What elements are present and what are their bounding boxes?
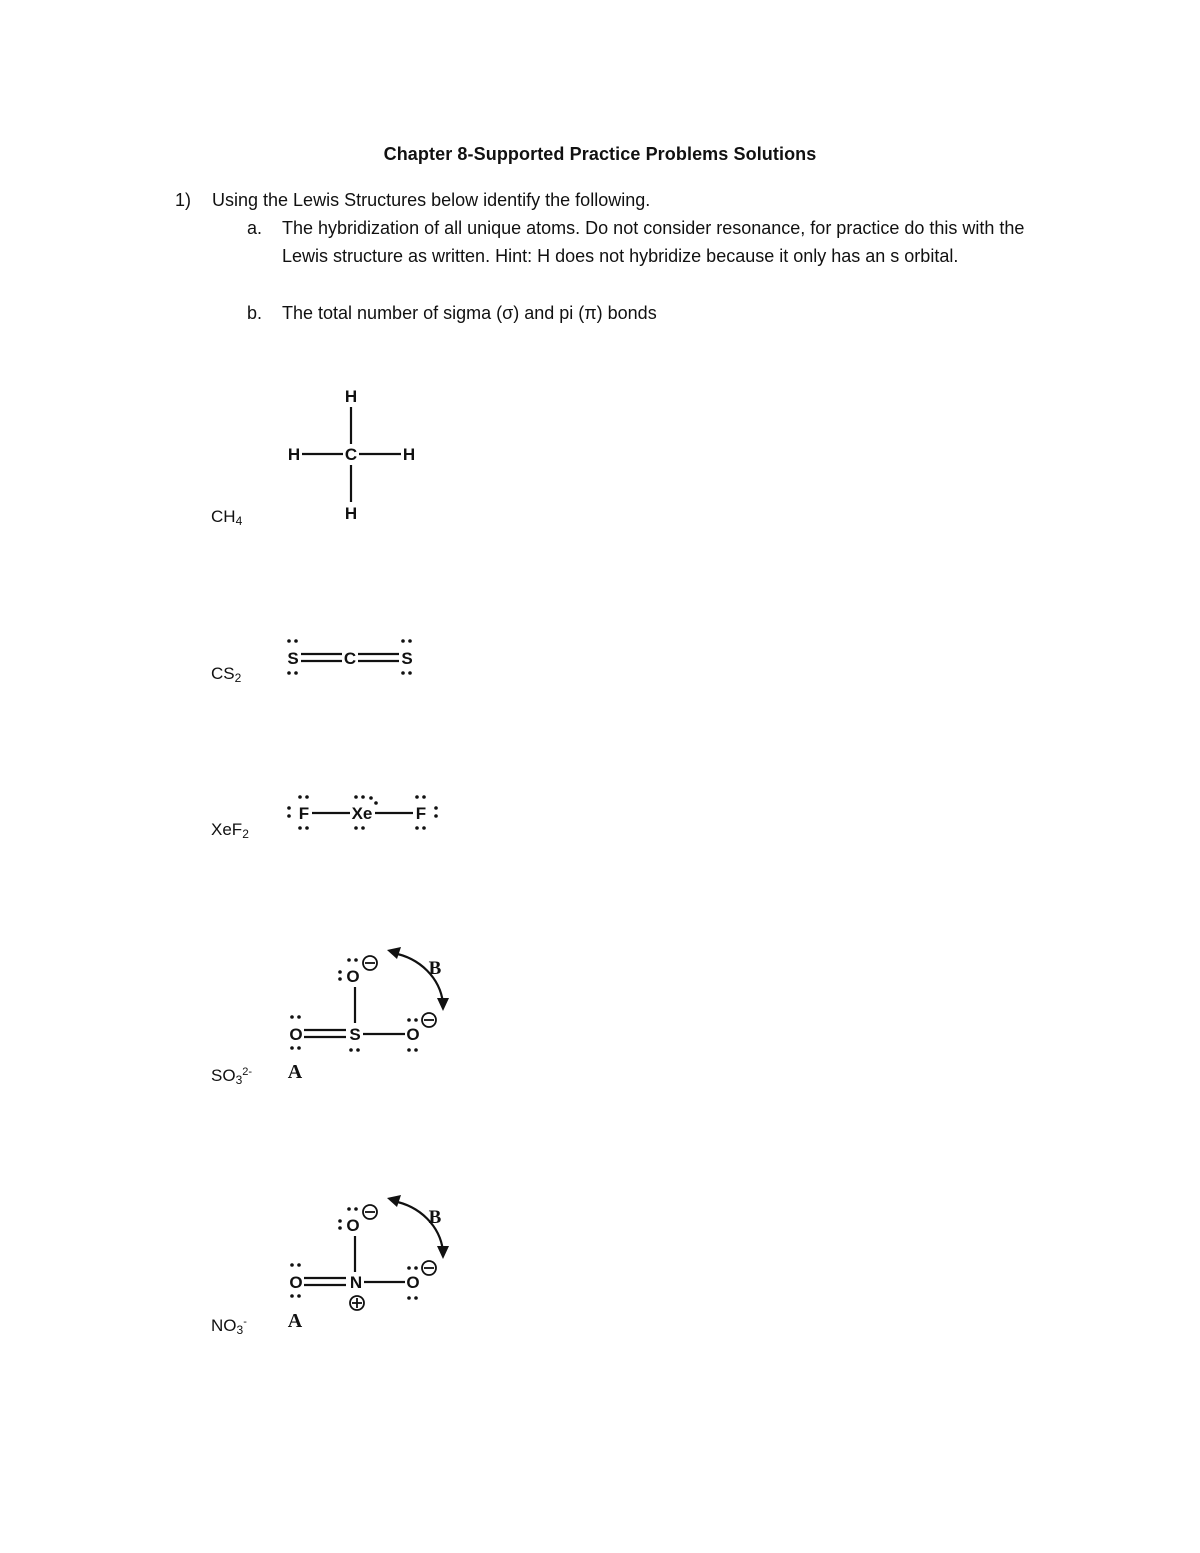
no3-structure [288, 1195, 449, 1332]
question-number: 1) [175, 190, 192, 210]
no3-arrow-head [437, 1246, 449, 1259]
part-a-letter: a. [247, 218, 263, 238]
ch4-structure [288, 387, 415, 523]
so3-label: $SO_3^{2-}$ [211, 1066, 253, 1087]
question-text: Using the Lewis Structures below identify the following. [212, 190, 651, 210]
cs2-label: $CS_2$ [211, 664, 242, 685]
ch4-c-center: C [344, 445, 358, 464]
part-b-text: The total number of sigma (σ) and pi (π) bonds [282, 303, 657, 323]
no3-mark-b: B [428, 1207, 442, 1228]
cs2-s-right: S [401, 649, 413, 668]
so3-o-right: O [406, 1025, 420, 1044]
ch4-label: $CH_4$ [211, 507, 243, 528]
cs2-s-left: S [287, 649, 299, 668]
no3-o-left: O [289, 1273, 303, 1292]
so3-o-left: O [289, 1025, 303, 1044]
ch4-h-top: H [344, 387, 358, 406]
ch4-h-left: H [287, 445, 301, 464]
no3-o-top: O [346, 1216, 360, 1235]
ch4-h-right: H [402, 445, 416, 464]
xef2-f-left: F [298, 804, 310, 823]
so3-arrow-head [437, 998, 449, 1011]
part-a-text: The hybridization of all unique atoms. Do not consider resonance, for practice do this with the Lewis structure as written. Hint: H does not hybridize because it only has an s orbital. [282, 218, 1025, 266]
so3-structure [288, 947, 449, 1083]
so3-mark-a: A [287, 1061, 303, 1083]
no3-n-center: N [349, 1273, 363, 1292]
so3-mark-b: B [428, 958, 442, 979]
xef2-label: XeF$_2$ [211, 820, 249, 841]
cs2-c-center: C [343, 649, 357, 668]
so3-arrow-tail [387, 947, 401, 959]
ch4-h-bottom: H [344, 504, 358, 523]
no3-o-right: O [406, 1273, 420, 1292]
no3-arrow-tail [387, 1195, 401, 1207]
page-title: Chapter 8-Supported Practice Problems Solutions [383, 144, 817, 164]
cs2-structure [287, 639, 412, 675]
xef2-xe-center: Xe [351, 804, 373, 823]
part-b-letter: b. [247, 303, 263, 323]
xef2-f-right: F [415, 804, 427, 823]
xef2-structure [287, 795, 438, 830]
no3-label: $NO_3^-$ [211, 1316, 247, 1337]
so3-s-center: S [349, 1025, 361, 1044]
so3-o-top: O [346, 967, 360, 986]
no3-mark-a: A [287, 1310, 303, 1332]
